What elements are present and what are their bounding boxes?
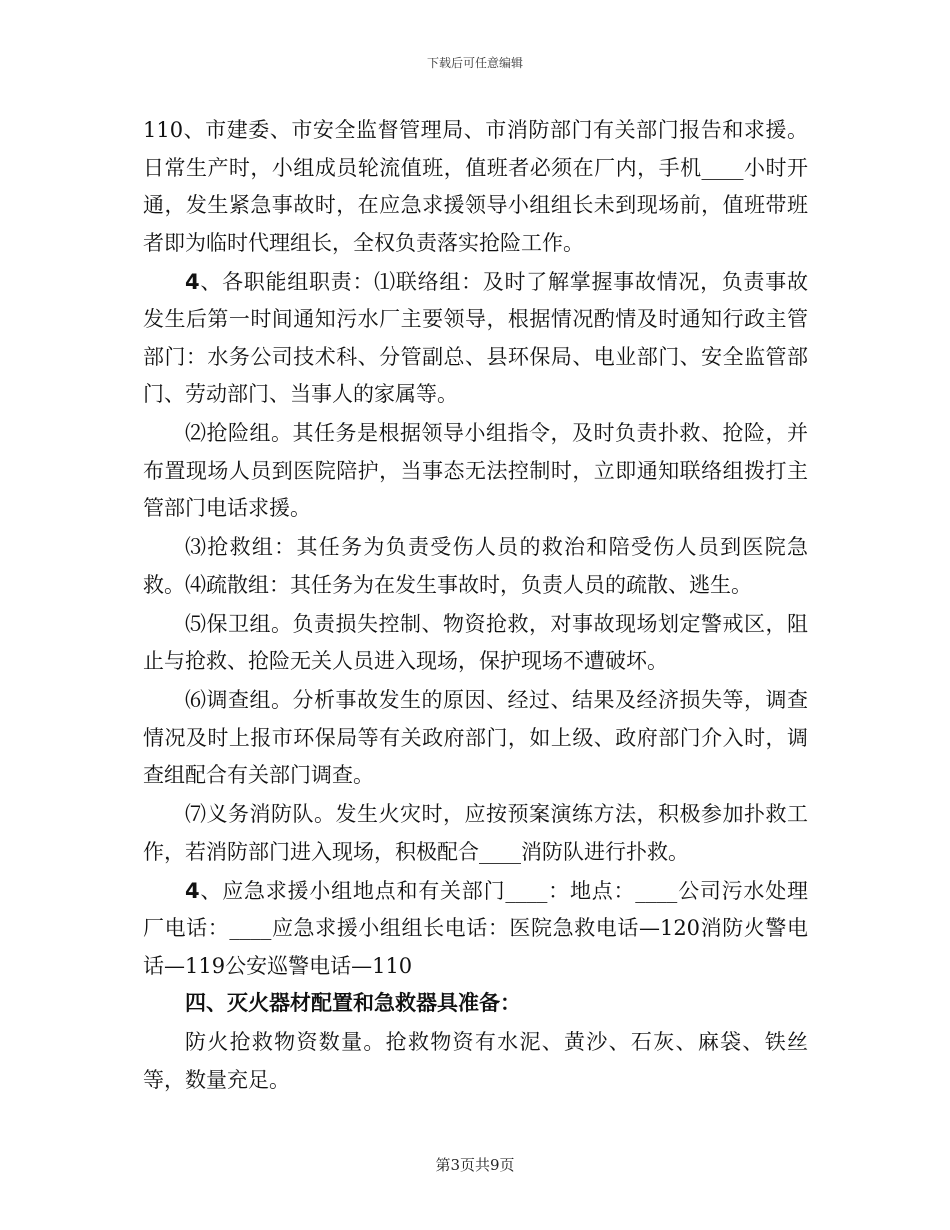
paragraph-fire-brigade: ⑺义务消防队。发生火灾时，应按预案演练方法，积极参加扑救工作，若消防部门进入现场，积极配合____消防队进行扑救。 (143, 802, 808, 864)
page-footer: 第3页共9页 (435, 1156, 515, 1174)
paragraph-contacts (143, 873, 808, 986)
paragraph-first-aid-group: ⑶抢救组：其任务为负责受伤人员的救治和陪受伤人员到医院急救。⑷疏散组：其任务为在发生事故时，负责人员的疏散、逃生。 (143, 535, 808, 597)
paragraph-rescue-group: ⑵抢险组。其任务是根据领导小组指令，及时负责扑救、抢险，并布置现场人员到医院陪护，当事态无法控制时，立即通知联络组拨打主管部门电话求援。 (143, 421, 808, 520)
document-body (143, 112, 808, 1099)
section-heading: 四、灭火器材配置和急救器具准备： (185, 991, 521, 1015)
page-header: 下载后可任意编辑 (426, 56, 523, 70)
paragraph-materials: 防火抢救物资数量。抢救物资有水泥、黄沙、石灰、麻袋、铁丝等，数量充足。 (143, 1030, 808, 1092)
paragraph-number: 4 (185, 269, 200, 294)
paragraph-group-duties (143, 264, 808, 414)
paragraph-number: 4 (185, 878, 200, 903)
paragraph-investigation-group: ⑹调查组。分析事故发生的原因、经过、结果及经济损失等，调查情况及时上报市环保局等有关政府部门，如上级、政府部门介入时，调查组配合有关部门调查。 (143, 688, 808, 787)
paragraph-security-group: ⑸保卫组。负责损失控制、物资抢救，对事故现场划定警戒区，阻止与抢救、抢险无关人员进入现场，保护现场不遭破坏。 (143, 611, 808, 673)
paragraph-text: 、应急求援小组地点和有关部门____：地点：____公司污水处理厂电话：____应急求援小组组长电话：医院急救电话—120消防火警电话—119公安巡警电话—110 (143, 878, 808, 978)
paragraph-report-and-duty: 110、市建委、市安全监督管理局、市消防部门有关部门报告和求援。日常生产时，小组成员轮流值班，值班者必须在厂内，手机____小时开通，发生紧急事故时，在应急求援领导小组组长未到现场前，值班带班者即为临时代理组长，全权负责落实抢险工作。 (143, 118, 808, 255)
paragraph-text: 、各职能组职责：⑴联络组：及时了解掌握事故情况，负责事故发生后第一时间通知污水厂主要领导，根据情况酌情及时通知行政主管部门：水务公司技术科、分管副总、县环保局、电业部门、安全监管部门、劳动部门、当事人的家属等。 (143, 269, 808, 406)
